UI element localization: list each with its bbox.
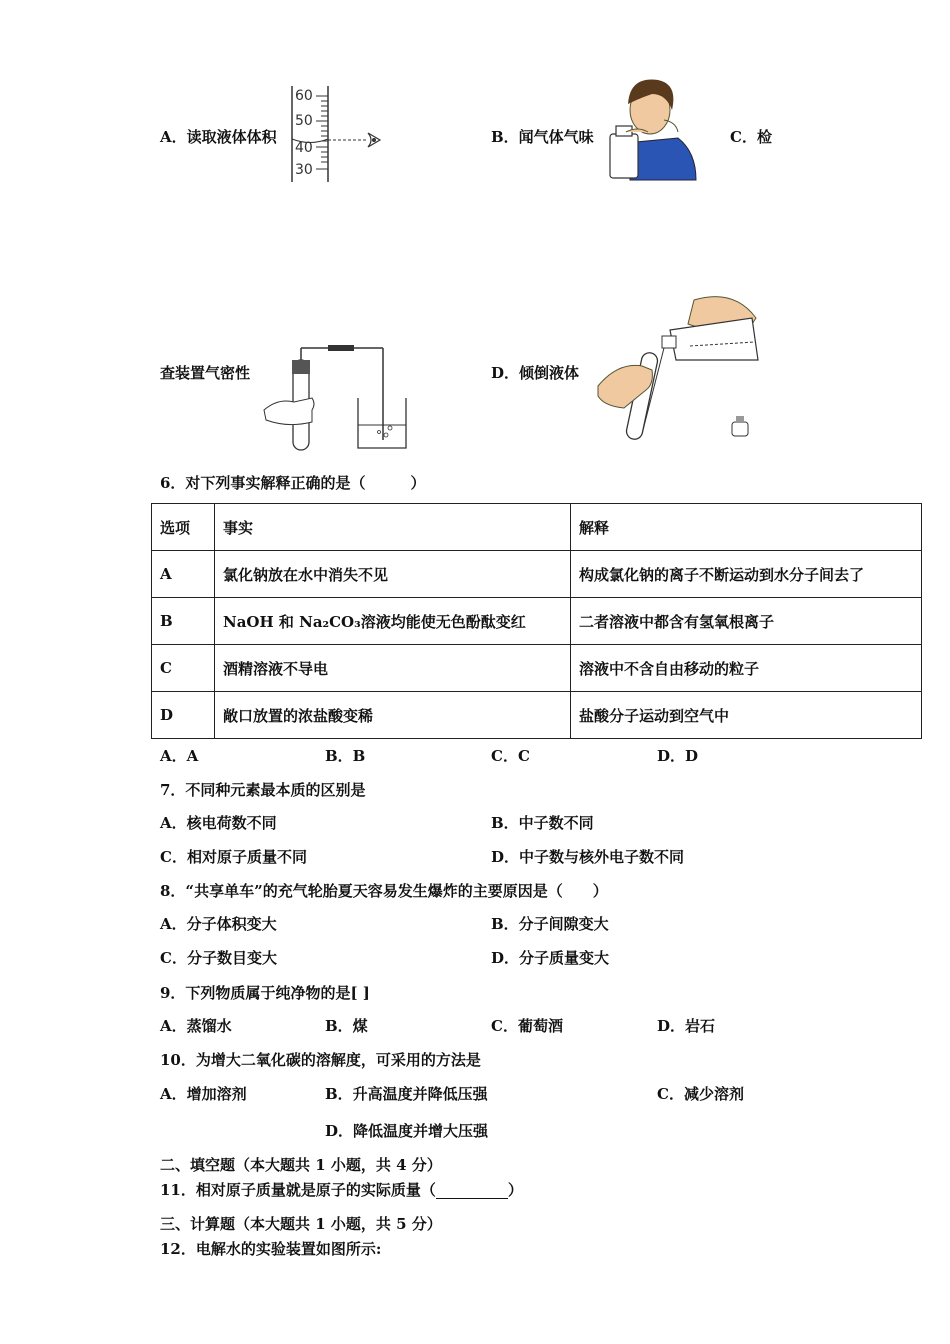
q10-option-b: B．升高温度并降低压强	[325, 1085, 488, 1103]
graduated-cylinder-figure	[288, 84, 388, 184]
q5-option-d: D．倾倒液体	[491, 364, 580, 382]
table-cell: C	[152, 645, 215, 692]
q9-option-c: C．葡萄酒	[491, 1017, 563, 1035]
q6-option-a: A．A	[160, 747, 199, 765]
table-row	[152, 692, 922, 739]
tick-60: 60	[295, 88, 313, 104]
q11	[160, 1181, 523, 1199]
q8-option-b: B．分子间隙变大	[491, 915, 609, 933]
q7-option-c: C．相对原子质量不同	[160, 848, 307, 866]
table-cell: 溶液中不含自由移动的粒子	[571, 645, 922, 692]
table-cell: 构成氯化钠的离子不断运动到水分子间去了	[571, 551, 922, 598]
tick-40: 40	[295, 140, 313, 156]
q9-stem: 9．下列物质属于纯净物的是[ ]	[160, 984, 370, 1002]
q5-option-b: B．闻气体气味	[491, 128, 594, 146]
q7-option-d: D．中子数与核外电子数不同	[491, 848, 685, 866]
q10-option-a: A．增加溶剂	[160, 1085, 247, 1103]
q8-option-c: C．分子数目变大	[160, 949, 277, 967]
section2-title: 二、填空题（本大题共 1 小题，共 4 分）	[160, 1156, 442, 1174]
q5-option-c: C．检	[730, 128, 772, 146]
table-cell: NaOH 和 Na₂CO₃溶液均能使无色酚酞变红	[215, 598, 571, 645]
section3-title: 三、计算题（本大题共 1 小题，共 5 分）	[160, 1215, 442, 1233]
q6-option-c: C．C	[491, 747, 530, 765]
pouring-liquid-figure	[594, 290, 764, 446]
table-cell: D	[152, 692, 215, 739]
q6-table	[151, 503, 922, 739]
q10-option-d: D．降低温度并增大压强	[325, 1122, 489, 1140]
answer-blank[interactable]	[436, 1184, 508, 1199]
table-cell: 解释	[571, 504, 922, 551]
q5-option-a: A．读取液体体积	[160, 128, 277, 146]
q8-option-d: D．分子质量变大	[491, 949, 610, 967]
q9-option-d: D．岩石	[657, 1017, 716, 1035]
q10-option-c: C．减少溶剂	[657, 1085, 744, 1103]
table-cell: 选项	[152, 504, 215, 551]
tick-30: 30	[295, 162, 313, 178]
table-row	[152, 551, 922, 598]
table-cell: B	[152, 598, 215, 645]
q11-text: 11．相对原子质量就是原子的实际质量（	[160, 1181, 436, 1199]
q11-close: ）	[507, 1181, 523, 1199]
table-cell: A	[152, 551, 215, 598]
q7-stem: 7．不同种元素最本质的区别是	[160, 781, 366, 799]
q6-option-b: B．B	[325, 747, 366, 765]
q8-stem: 8．“共享单车”的充气轮胎夏天容易发生爆炸的主要原因是（ ）	[160, 882, 608, 900]
q6-option-d: D．D	[657, 747, 699, 765]
table-cell: 二者溶液中都含有氢氧根离子	[571, 598, 922, 645]
q6-stem: 6．对下列事实解释正确的是（ ）	[160, 474, 426, 492]
q9-option-a: A．蒸馏水	[160, 1017, 232, 1035]
q7-option-b: B．中子数不同	[491, 814, 594, 832]
table-header-row	[152, 504, 922, 551]
q5-option-c-continued: 查装置气密性	[160, 364, 251, 382]
smelling-gas-figure	[606, 72, 698, 182]
q7-option-a: A．核电荷数不同	[160, 814, 277, 832]
q12-stem: 12．电解水的实验装置如图所示:	[160, 1240, 382, 1258]
q8-option-a: A．分子体积变大	[160, 915, 277, 933]
table-cell: 事实	[215, 504, 571, 551]
table-cell: 敞口放置的浓盐酸变稀	[215, 692, 571, 739]
airtightness-figure	[258, 340, 418, 452]
table-cell: 酒精溶液不导电	[215, 645, 571, 692]
table-cell: 盐酸分子运动到空气中	[571, 692, 922, 739]
table-row	[152, 598, 922, 645]
table-row	[152, 645, 922, 692]
table-cell: 氯化钠放在水中消失不见	[215, 551, 571, 598]
tick-50: 50	[295, 113, 313, 129]
q10-stem: 10．为增大二氧化碳的溶解度，可采用的方法是	[160, 1051, 481, 1069]
q9-option-b: B．煤	[325, 1017, 368, 1035]
